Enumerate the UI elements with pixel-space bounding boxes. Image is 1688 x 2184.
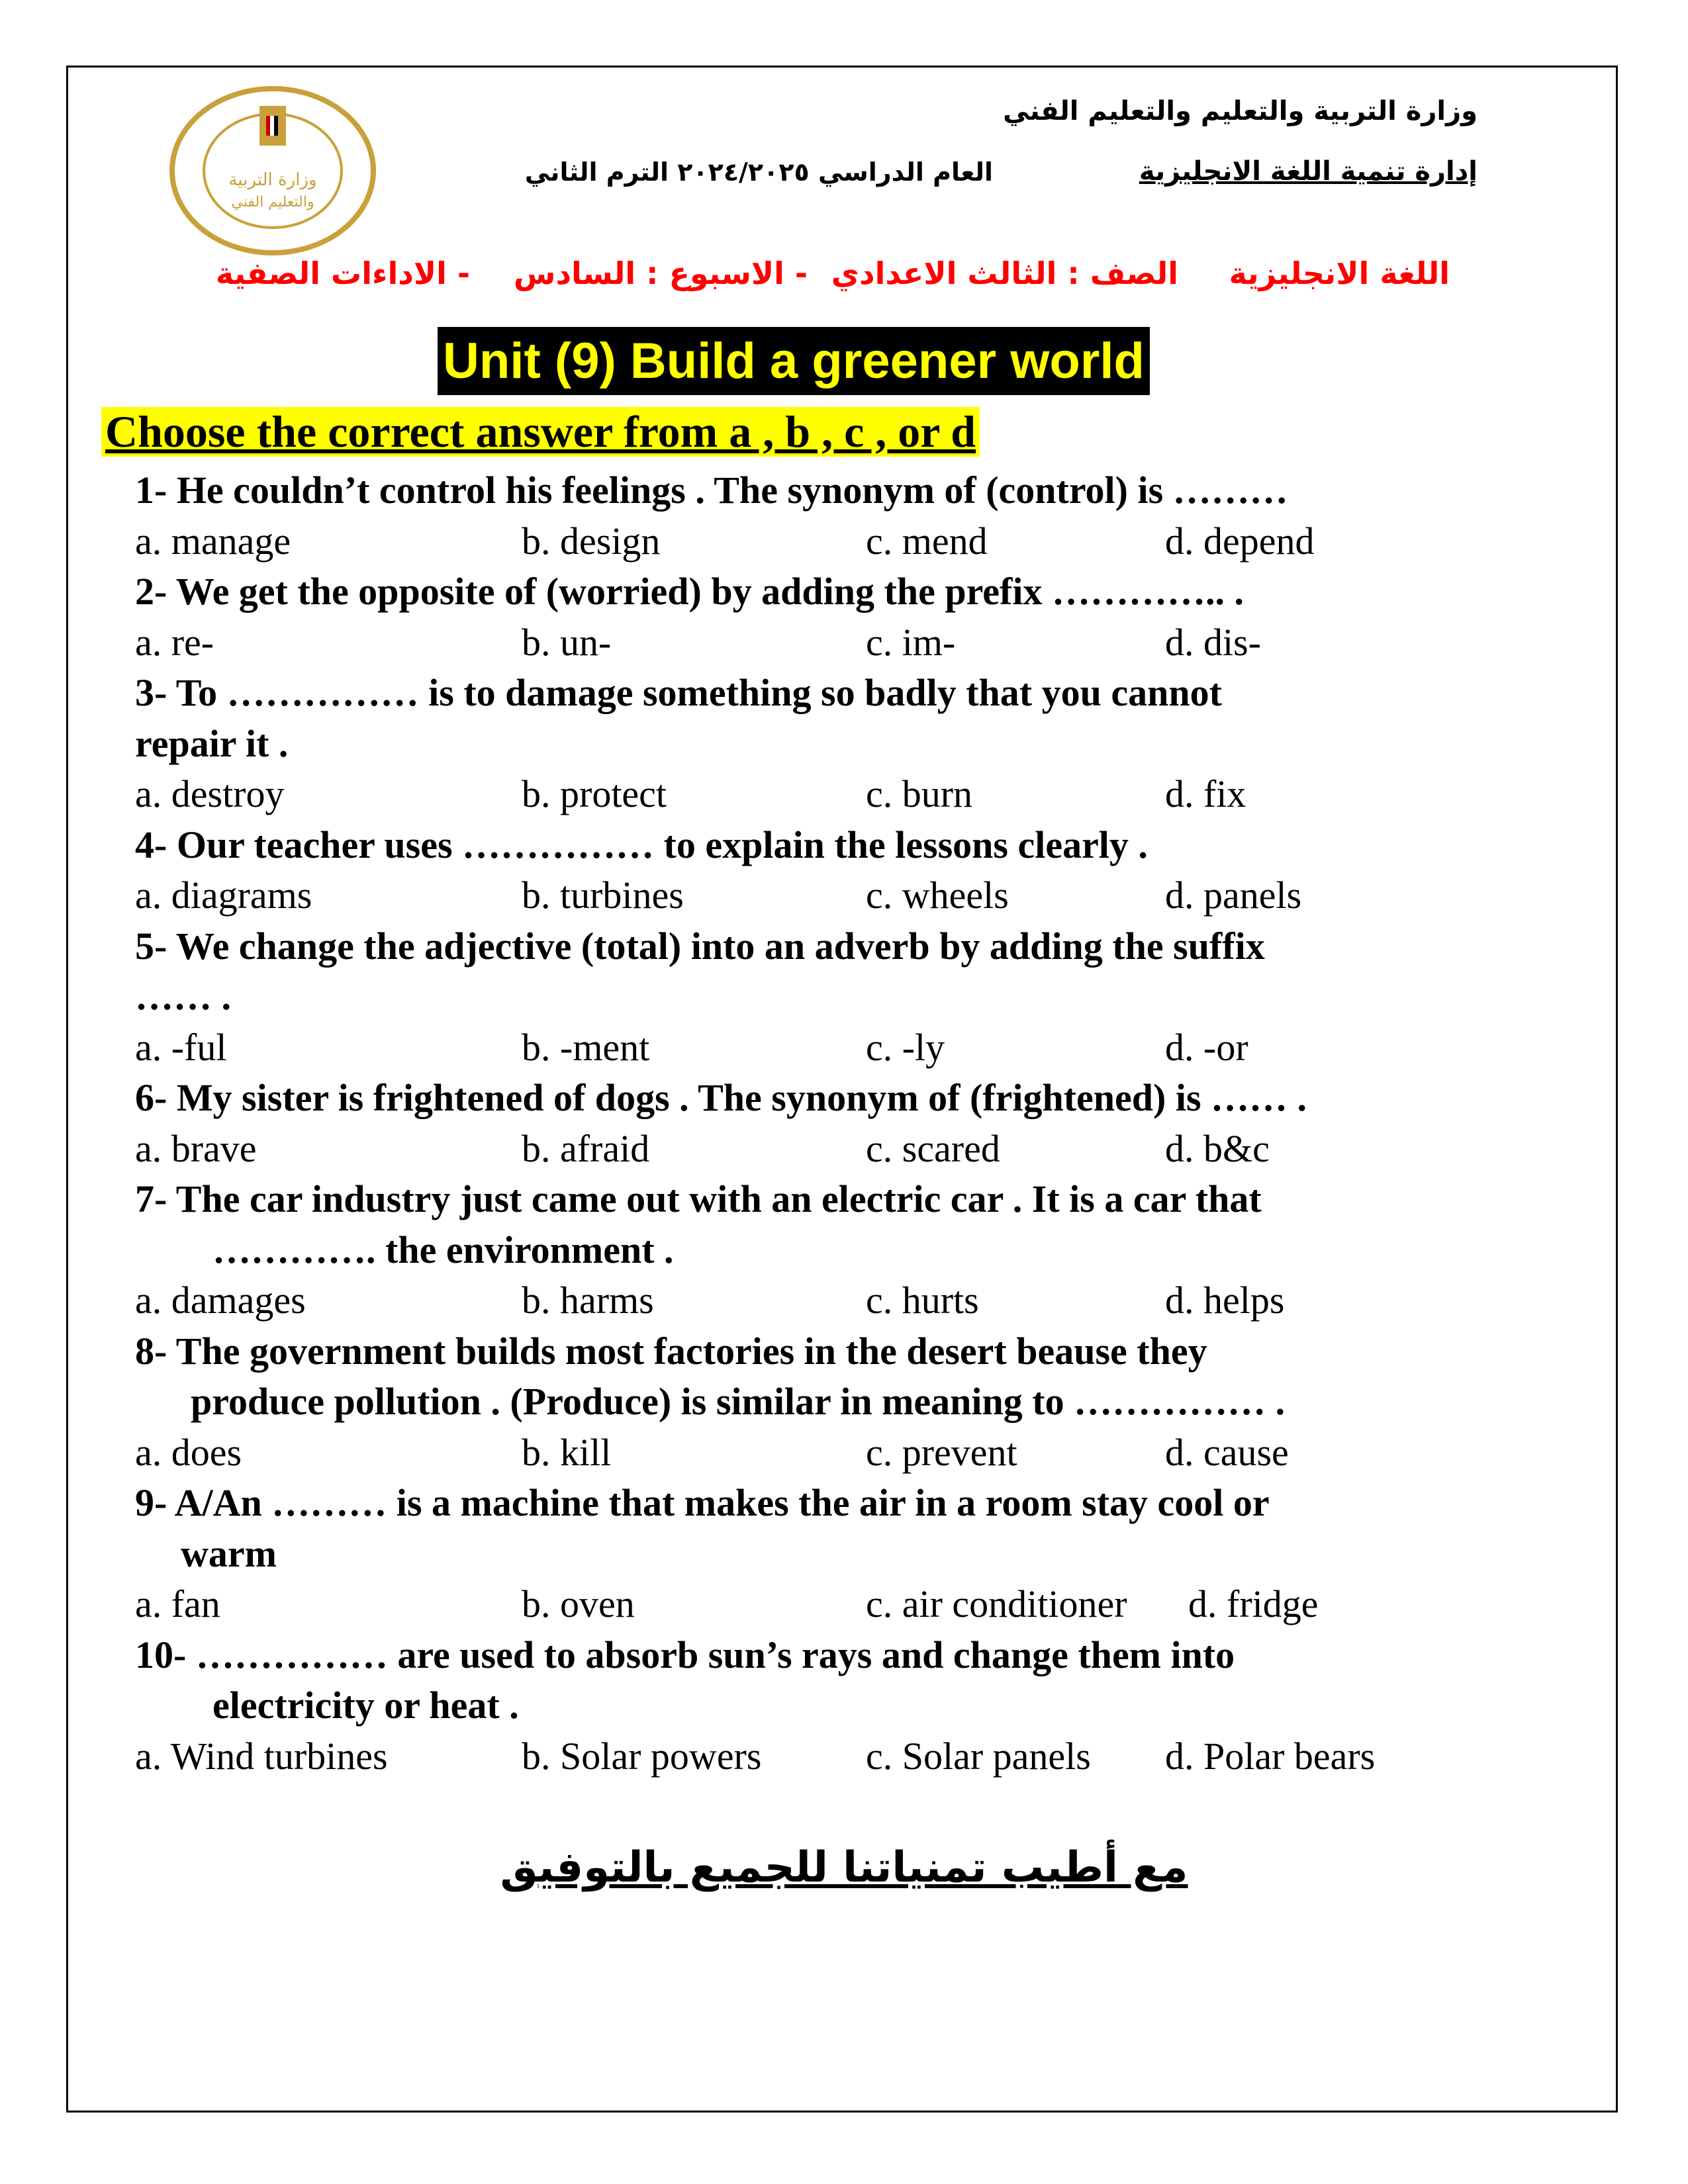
unit-title: Unit (9) Build a greener world xyxy=(438,327,1150,395)
answer-option-c[interactable]: c. prevent xyxy=(866,1430,1017,1474)
question-text: 6- My sister is frightened of dogs . The synonym of (frightened) is …… . xyxy=(135,1076,1307,1119)
answer-option-a[interactable]: a. manage xyxy=(135,519,291,563)
question-text-continued: produce pollution . (Produce) is similar in meaning to …………… . xyxy=(191,1380,1286,1423)
answer-option-d[interactable]: d. Polar bears xyxy=(1165,1734,1376,1778)
answer-option-b[interactable]: b. design xyxy=(522,519,661,563)
grade-label: الصف : الثالث الاعدادي xyxy=(831,255,1178,291)
answer-option-c[interactable]: c. Solar panels xyxy=(866,1734,1091,1778)
answer-option-d[interactable]: d. helps xyxy=(1165,1279,1285,1322)
question-text: 7- The car industry just came out with an electric car . It is a car that xyxy=(135,1177,1262,1220)
question-text-continued: electricity or heat . xyxy=(212,1684,519,1727)
answer-option-a[interactable]: a. damages xyxy=(135,1279,306,1322)
answer-option-a[interactable]: a. fan xyxy=(135,1582,220,1625)
question-text: 5- We change the adjective (total) into an adverb by adding the suffix xyxy=(135,924,1265,968)
question-text: 3- To …………… is to damage something so badly that you cannot xyxy=(135,671,1222,714)
answer-option-d[interactable]: d. depend xyxy=(1165,519,1315,563)
answer-option-d[interactable]: d. b&c xyxy=(1165,1126,1270,1170)
answer-option-b[interactable]: b. un- xyxy=(522,620,612,664)
answer-option-a[interactable]: a. diagrams xyxy=(135,874,312,917)
question-text: 2- We get the opposite of (worried) by adding the prefix ………….. . xyxy=(135,570,1244,613)
week-label: - الاسبوع : السادس xyxy=(513,255,808,291)
answer-option-d[interactable]: d. dis- xyxy=(1165,620,1261,664)
answer-option-d[interactable]: d. -or xyxy=(1165,1025,1248,1069)
ministry-logo xyxy=(168,86,377,255)
answer-option-a[interactable]: a. re- xyxy=(135,620,214,664)
question-text: 4- Our teacher uses …………… to explain the lessons clearly . xyxy=(135,823,1148,866)
answer-option-b[interactable]: b. afraid xyxy=(522,1126,650,1170)
answer-option-c[interactable]: c. air conditioner xyxy=(866,1582,1127,1625)
question-text-continued: …… . xyxy=(135,975,231,1018)
answer-option-a[interactable]: a. -ful xyxy=(135,1025,227,1069)
answer-option-c[interactable]: c. burn xyxy=(866,772,973,815)
question-text: 8- The government builds most factories in the desert beause they xyxy=(135,1329,1207,1373)
answer-option-c[interactable]: c. wheels xyxy=(866,874,1009,917)
instruction: Choose the correct answer from a , b , c , or d xyxy=(101,407,980,457)
answer-option-c[interactable]: c. scared xyxy=(866,1126,1000,1170)
answer-option-b[interactable]: b. protect xyxy=(522,772,667,815)
answer-option-c[interactable]: c. hurts xyxy=(866,1279,979,1322)
department-name: إدارة تنمية اللغة الانجليزية xyxy=(1139,156,1477,187)
question-text: 10- …………… are used to absorb sun’s rays and change them into xyxy=(135,1633,1235,1676)
answer-option-b[interactable]: b. -ment xyxy=(522,1025,650,1069)
answer-option-c[interactable]: c. -ly xyxy=(866,1025,945,1069)
answer-option-b[interactable]: b. turbines xyxy=(522,874,684,917)
footer-text: مع أطيب تمنياتنا للجميع بالتوفيق xyxy=(500,1843,1188,1892)
question-text: 1- He couldn’t control his feelings . The synonym of (control) is ……… xyxy=(135,469,1288,512)
answer-option-b[interactable]: b. Solar powers xyxy=(522,1734,762,1778)
answer-option-d[interactable]: d. panels xyxy=(1165,874,1302,917)
answer-option-a[interactable]: a. Wind turbines xyxy=(135,1734,388,1778)
subject-label: اللغة الانجليزية xyxy=(1229,255,1450,291)
type-label: - الاداءات الصفية xyxy=(215,255,470,291)
answer-option-d[interactable]: d. cause xyxy=(1165,1430,1289,1474)
answer-option-d[interactable]: d. fridge xyxy=(1188,1582,1319,1625)
question-text: 9- A/An ……… is a machine that makes the air in a room stay cool or xyxy=(135,1481,1270,1524)
answer-option-b[interactable]: b. kill xyxy=(522,1430,612,1474)
answer-option-c[interactable]: c. mend xyxy=(866,519,988,563)
answer-option-b[interactable]: b. harms xyxy=(522,1279,654,1322)
answer-option-a[interactable]: a. does xyxy=(135,1430,242,1474)
answer-option-d[interactable]: d. fix xyxy=(1165,772,1246,815)
footer-wishes xyxy=(0,1843,1688,1892)
answer-option-c[interactable]: c. im- xyxy=(866,620,956,664)
answer-option-a[interactable]: a. brave xyxy=(135,1126,257,1170)
question-text-continued: …………. the environment . xyxy=(212,1228,674,1271)
svg-text:والتعليم الفني: والتعليم الفني xyxy=(231,194,314,210)
question-text-continued: repair it . xyxy=(135,721,289,765)
answer-option-b[interactable]: b. oven xyxy=(522,1582,635,1625)
answer-option-a[interactable]: a. destroy xyxy=(135,772,285,815)
ministry-name: وزارة التربية والتعليم والتعليم الفني xyxy=(1003,96,1477,126)
question-text-continued: warm xyxy=(181,1531,277,1575)
academic-year: العام الدراسي ٢٠٢٤/٢٠٢٥ الترم الثاني xyxy=(524,158,993,187)
svg-text:وزارة التربية: وزارة التربية xyxy=(228,170,317,190)
